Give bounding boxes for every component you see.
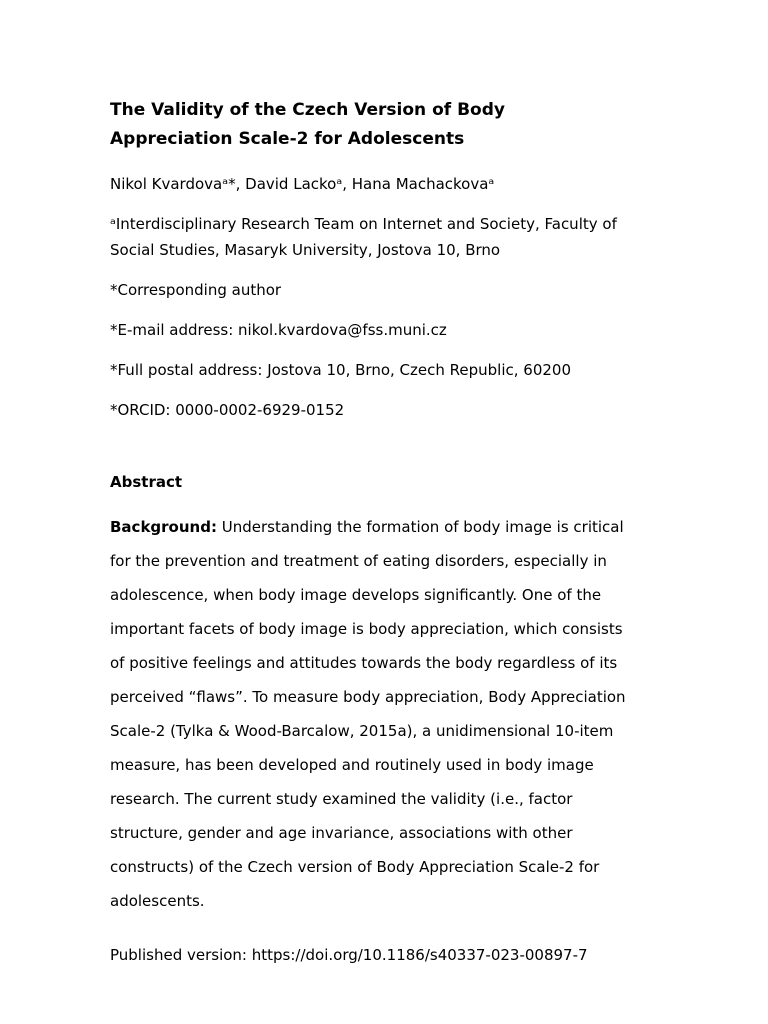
abstract-heading: Abstract — [110, 473, 183, 491]
title-line-1: The Validity of the Czech Version of Body — [110, 100, 505, 120]
abstract-line: for the prevention and treatment of eating disorders, especially in — [110, 552, 607, 570]
title-line-2: Appreciation Scale-2 for Adolescents — [110, 129, 465, 149]
orcid-id: *ORCID: 0000-0002-6929-0152 — [110, 401, 345, 419]
email-address: *E-mail address: nikol.kvardova@fss.muni.cz — [110, 321, 447, 339]
affiliation-line-1: ᵃInterdisciplinary Research Team on Internet and Society, Faculty of — [110, 215, 617, 233]
abstract-line-text: Understanding the formation of body image is critical — [216, 518, 624, 536]
background-label: Background: — [110, 518, 217, 536]
abstract-line: important facets of body image is body appreciation, which consists — [110, 620, 623, 638]
affiliation — [110, 211, 670, 263]
affiliation-line-2: Social Studies, Masaryk University, Jostova 10, Brno — [110, 241, 501, 259]
abstract-line: adolescents. — [110, 892, 205, 910]
abstract-line: measure, has been developed and routinely used in body image — [110, 756, 594, 774]
abstract-body — [110, 510, 670, 918]
abstract-line: constructs) of the Czech version of Body Appreciation Scale-2 for — [110, 858, 600, 876]
abstract-line: perceived “flaws”. To measure body appreciation, Body Appreciation — [110, 688, 626, 706]
abstract-line: of positive feelings and attitudes towards the body regardless of its — [110, 654, 618, 672]
author-list: Nikol Kvardovaᵃ*, David Lackoᵃ, Hana Machackovaᵃ — [110, 175, 495, 193]
abstract-line — [110, 510, 670, 544]
abstract-line: Scale-2 (Tylka & Wood-Barcalow, 2015a), a unidimensional 10-item — [110, 722, 614, 740]
abstract-line: research. The current study examined the validity (i.e., factor — [110, 790, 573, 808]
paper-title — [110, 96, 670, 154]
published-version-link[interactable]: Published version: https://doi.org/10.1186/s40337-023-00897-7 — [110, 946, 588, 964]
abstract-line: structure, gender and age invariance, associations with other — [110, 824, 573, 842]
postal-address: *Full postal address: Jostova 10, Brno, Czech Republic, 60200 — [110, 361, 572, 379]
corresponding-author-note: *Corresponding author — [110, 281, 282, 299]
abstract-line: adolescence, when body image develops significantly. One of the — [110, 586, 602, 604]
